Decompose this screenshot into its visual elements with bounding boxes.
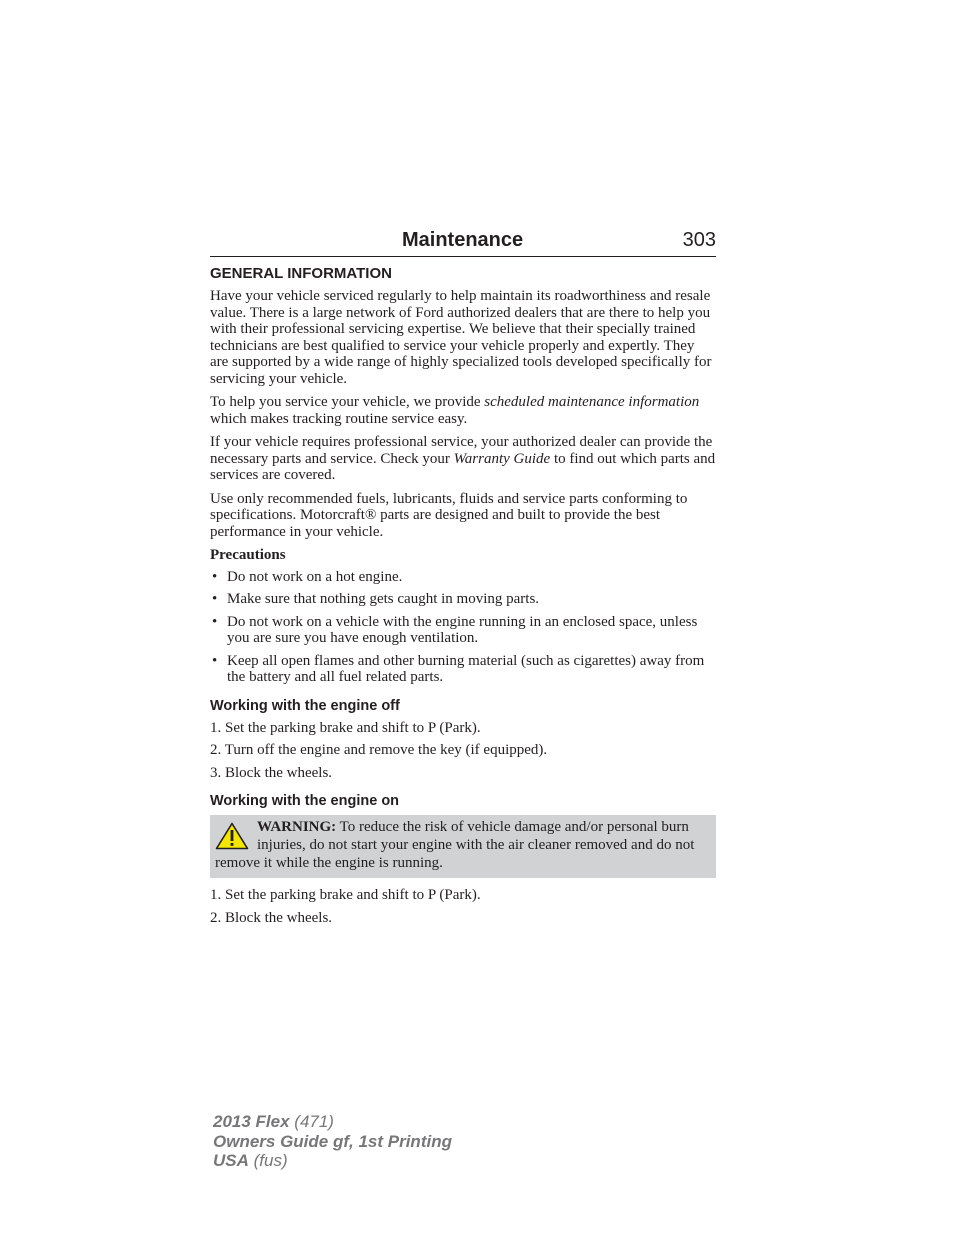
list-item: 1. Set the parking brake and shift to P (Park). [210, 719, 481, 736]
list-item: 2. Block the wheels. [210, 909, 333, 926]
section-title: Maintenance [402, 229, 524, 251]
footer-region-line: USA (fus) [213, 1151, 288, 1170]
general-paragraph-3: If your vehicle requires professional service, your authorized dealer can provide the necessary parts and service. Check your Warranty Guide to find out which parts and services are covered. [210, 434, 716, 483]
page-footer [213, 1112, 452, 1171]
footer-model-line: 2013 Flex (471) [213, 1112, 334, 1131]
warning-triangle-icon [215, 822, 249, 850]
manual-page [210, 229, 716, 932]
list-item: • Do not work on a vehicle with the engine running in an enclosed space, unless you are sure you have enough ventilation. [210, 614, 716, 647]
engine-on-heading: Working with the engine on [210, 793, 400, 809]
precautions-label: Precautions [210, 547, 286, 563]
general-information-heading: GENERAL INFORMATION [210, 265, 392, 282]
warning-box [210, 815, 716, 878]
page-header [210, 229, 716, 257]
list-item: 3. Block the wheels. [210, 764, 333, 781]
list-item: • Keep all open flames and other burning material (such as cigarettes) away from the battery and all fuel related parts. [210, 653, 716, 686]
engine-off-heading: Working with the engine off [210, 697, 400, 714]
general-paragraph-1: Have your vehicle serviced regularly to help maintain its roadworthiness and resale value. There is a large network of Ford authorized dealers that are there to help you with their professional servicing expertise. We believe that their specially trained technicians are best qualified to service your vehicle properly and expertly. They are supported by a wide range of highly specialized tools developed specifically for servicing your vehicle. [210, 288, 712, 387]
list-item: • Make sure that nothing gets caught in moving parts. [210, 591, 716, 608]
list-item: • Do not work on a hot engine. [210, 569, 716, 586]
general-paragraph-2: To help you service your vehicle, we provide scheduled maintenance information which makes tracking routine service easy. [210, 394, 700, 427]
list-item: 2. Turn off the engine and remove the key (if equipped). [210, 742, 548, 758]
warning-text: WARNING: To reduce the risk of vehicle damage and/or personal burn injuries, do not start your engine with the air cleaner removed and do not remove it while the engine is running. [215, 819, 695, 871]
footer-guide-line: Owners Guide gf, 1st Printing [213, 1131, 452, 1151]
precautions-list [210, 569, 716, 686]
engine-off-steps [210, 720, 716, 782]
engine-on-steps [210, 887, 716, 926]
page-number: 303 [682, 229, 716, 251]
list-item: 1. Set the parking brake and shift to P (Park). [210, 887, 481, 903]
general-paragraph-4: Use only recommended fuels, lubricants, fluids and service parts conforming to specifications. Motorcraft® parts are designed and built to provide the best performance in your vehicle. [210, 490, 688, 540]
